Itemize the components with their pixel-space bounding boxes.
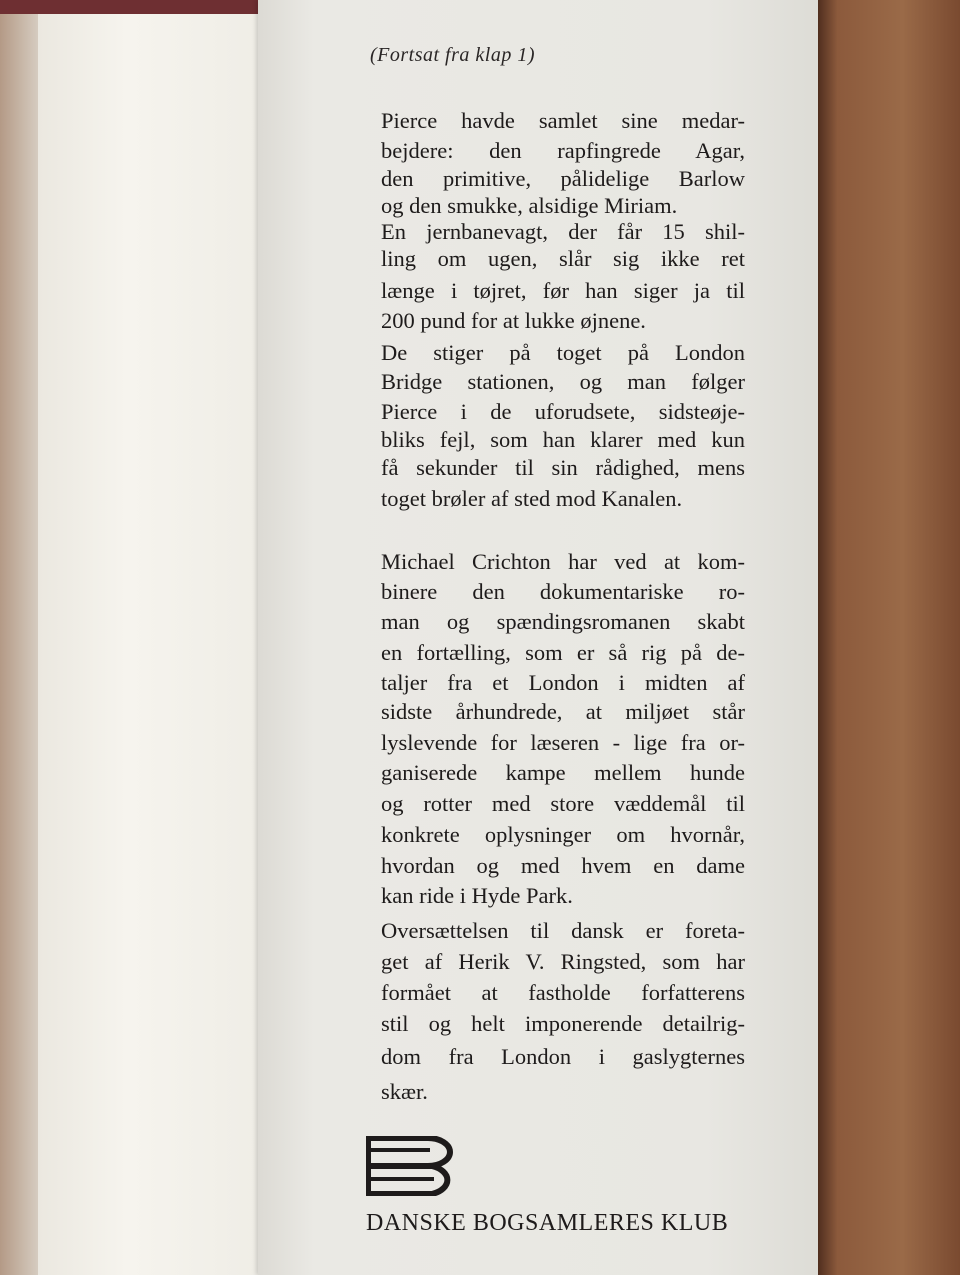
text-line: Pierce i de uforudsete, sidsteøje- (381, 399, 745, 424)
continued-note: (Fortsat fra klap 1) (370, 44, 535, 66)
publisher-logo-icon (366, 1136, 458, 1196)
text-line: 200 pund for at lukke øjnene. (381, 308, 646, 333)
text-line: formået at fastholde forfatterens (381, 980, 745, 1005)
text-line: Pierce havde samlet sine medar- (381, 108, 745, 133)
text-line: En jernbanevagt, der får 15 shil- (381, 219, 745, 244)
text-line: bejdere: den rapfingrede Agar, (381, 138, 745, 163)
text-line: taljer fra et London i midten af (381, 670, 745, 695)
text-line: kan ride i Hyde Park. (381, 883, 573, 908)
text-line: en fortælling, som er så rig på de- (381, 640, 745, 665)
text-line: og rotter med store væddemål til (381, 791, 745, 816)
text-line: dom fra London i gaslygternes (381, 1044, 745, 1069)
left-page (38, 12, 260, 1275)
text-line: lyslevende for læseren - lige fra or- (381, 730, 745, 755)
text-line: toget brøler af sted mod Kanalen. (381, 486, 683, 511)
text-line: hvordan og med hvem en dame (381, 853, 745, 878)
background-edge (0, 0, 42, 1275)
text-line: binere den dokumentariske ro- (381, 579, 745, 604)
text-line: bliks fejl, som han klarer med kun (381, 427, 745, 452)
text-line: skær. (381, 1079, 428, 1104)
text-line: sidste århundrede, at miljøet står (381, 699, 745, 724)
table-surface (816, 0, 960, 1275)
text-line: få sekunder til sin rådighed, mens (381, 455, 745, 480)
text-line: Michael Crichton har ved at kom- (381, 549, 745, 574)
text-line: man og spændingsromanen skabt (381, 609, 745, 634)
text-line: ling om ugen, slår sig ikke ret (381, 246, 745, 271)
text-line: ganiserede kampe mellem hunde (381, 760, 745, 785)
text-line: Oversættelsen til dansk er foreta- (381, 918, 745, 943)
publisher-name: DANSKE BOGSAMLERES KLUB (366, 1210, 729, 1236)
text-line: get af Herik V. Ringsted, som har (381, 949, 745, 974)
text-line: og den smukke, alsidige Miriam. (381, 193, 678, 218)
text-line: længe i tøjret, før han siger ja til (381, 278, 745, 303)
text-line: Bridge stationen, og man følger (381, 369, 745, 394)
cover-corner (0, 0, 300, 14)
text-line: De stiger på toget på London (381, 340, 745, 365)
text-line: stil og helt imponerende detailrig- (381, 1011, 745, 1036)
text-line: den primitive, pålidelige Barlow (381, 166, 745, 191)
text-line: konkrete oplysninger om hvornår, (381, 822, 745, 847)
